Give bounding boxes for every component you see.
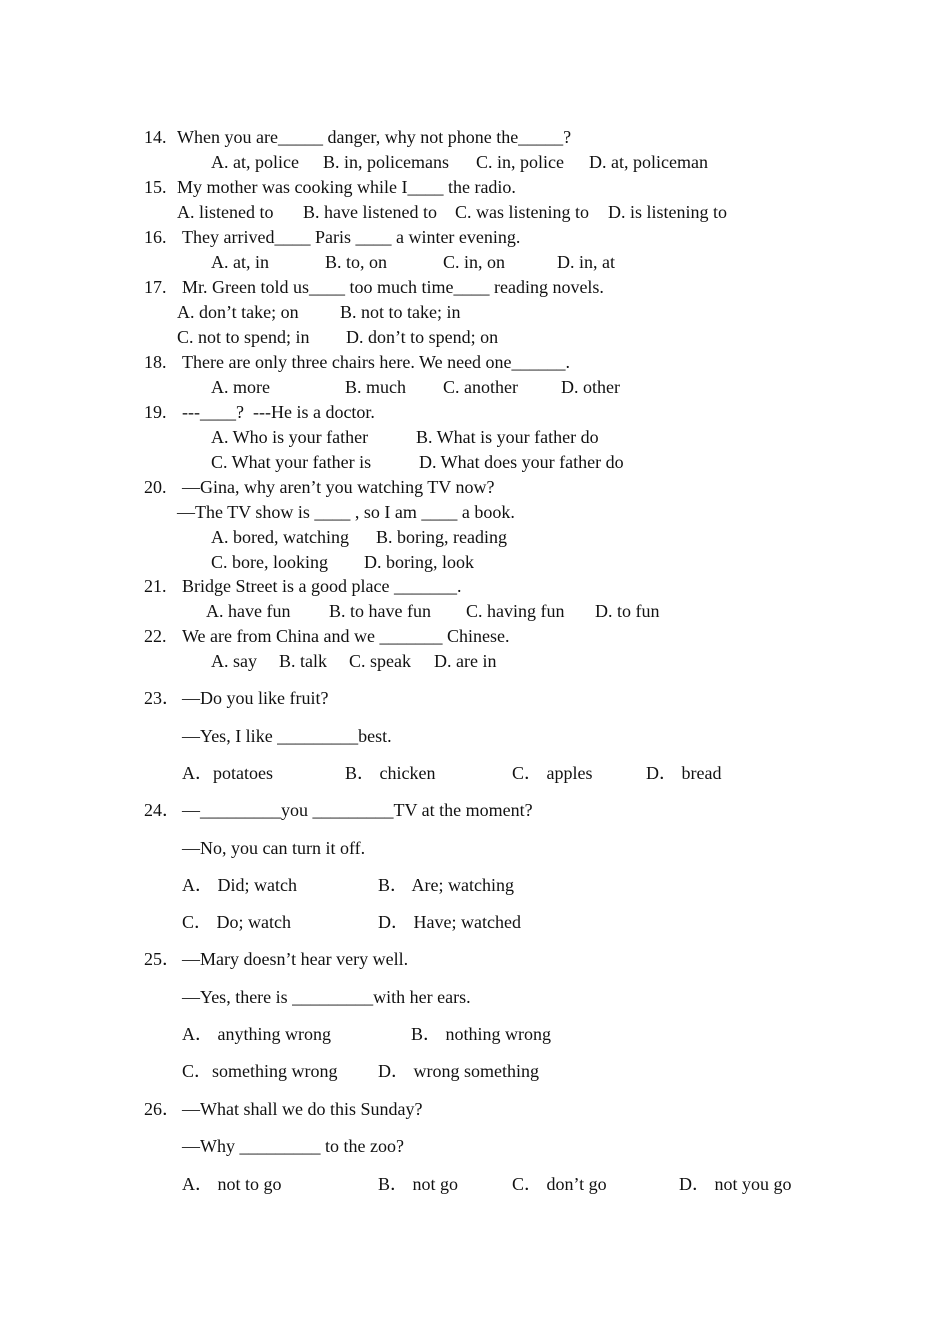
question-stem: They arrived____ Paris ____ a winter evening. <box>182 227 521 247</box>
option: C. in, police <box>476 152 564 172</box>
question-number: 23． <box>144 688 180 708</box>
question-number: 15. <box>144 177 167 197</box>
question-stem: My mother was cooking while I____ the radio. <box>177 177 516 197</box>
option: B． chicken <box>345 763 436 783</box>
option: C. bore, looking <box>211 552 328 572</box>
question-number: 16. <box>144 227 167 247</box>
option: C．something wrong <box>182 1061 338 1081</box>
question-number: 19. <box>144 402 167 422</box>
option: A. have fun <box>206 601 291 621</box>
option: D. is listening to <box>608 202 728 222</box>
option: B. What is your father do <box>416 427 599 447</box>
option: A．potatoes <box>182 763 273 783</box>
question-number: 25． <box>144 949 180 969</box>
option: A． not to go <box>182 1174 282 1194</box>
option: B. have listened to <box>303 202 437 222</box>
question-stem-line2: —No, you can turn it off. <box>182 838 366 858</box>
option: C. in, on <box>443 252 506 272</box>
option: D. don’t to spend; on <box>346 327 499 347</box>
option: B． not go <box>378 1174 459 1194</box>
question-stem: Mr. Green told us____ too much time____ reading novels. <box>182 277 604 297</box>
option: A. Who is your father <box>211 427 369 447</box>
option: D. in, at <box>557 252 615 272</box>
option: D. at, policeman <box>589 152 708 172</box>
option: D． not you go <box>679 1174 792 1194</box>
option: B. to have fun <box>329 601 431 621</box>
option: B. much <box>345 377 406 397</box>
option: C. having fun <box>466 601 565 621</box>
option: A. more <box>211 377 270 397</box>
question-stem-line2: —The TV show is ____ , so I am ____ a book. <box>177 502 515 522</box>
option: C． Do; watch <box>182 912 291 932</box>
question-stem: ---____? ---He is a doctor. <box>182 402 375 422</box>
question-stem-line2: —Why _________ to the zoo? <box>182 1136 404 1156</box>
option: D. other <box>561 377 620 397</box>
option: D. to fun <box>595 601 660 621</box>
question-stem: —What shall we do this Sunday? <box>182 1099 423 1119</box>
option: D. are in <box>434 651 497 671</box>
question-number: 21. <box>144 576 167 596</box>
question-stem-line2: —Yes, I like _________best. <box>182 726 392 746</box>
option: C． don’t go <box>512 1174 607 1194</box>
option: B. boring, reading <box>376 527 507 547</box>
question-number: 22. <box>144 626 167 646</box>
question-number: 18. <box>144 352 167 372</box>
option: A. don’t take; on <box>177 302 299 322</box>
question-number: 24． <box>144 800 180 820</box>
option: B. talk <box>279 651 327 671</box>
question-stem: —_________you _________TV at the moment? <box>182 800 533 820</box>
question-stem: There are only three chairs here. We need one______. <box>182 352 571 372</box>
option: C. speak <box>349 651 411 671</box>
option: D． Have; watched <box>378 912 521 932</box>
option: B． Are; watching <box>378 875 514 895</box>
option: D． wrong something <box>378 1061 539 1081</box>
option: C． apples <box>512 763 593 783</box>
option: D. What does your father do <box>419 452 624 472</box>
question-number: 14. <box>144 127 167 147</box>
option: A． anything wrong <box>182 1024 331 1044</box>
option: A. say <box>211 651 257 671</box>
question-number: 20. <box>144 477 167 497</box>
option: C. another <box>443 377 518 397</box>
question-stem-line2: —Yes, there is _________with her ears. <box>182 987 471 1007</box>
option: C. not to spend; in <box>177 327 310 347</box>
option: A. at, in <box>211 252 269 272</box>
option: C. What your father is <box>211 452 372 472</box>
option: A． Did; watch <box>182 875 297 895</box>
option: A. bored, watching <box>211 527 349 547</box>
option: C. was listening to <box>455 202 589 222</box>
option: B. to, on <box>325 252 388 272</box>
question-stem: —Mary doesn’t hear very well. <box>182 949 409 969</box>
question-number: 26． <box>144 1099 180 1119</box>
option: B． nothing wrong <box>411 1024 552 1044</box>
question-stem: —Do you like fruit? <box>182 688 329 708</box>
option: A. listened to <box>177 202 274 222</box>
option: D． bread <box>646 763 722 783</box>
question-stem: When you are_____ danger, why not phone the_____? <box>177 127 572 147</box>
option: A. at, police <box>211 152 299 172</box>
question-stem: Bridge Street is a good place _______. <box>182 576 462 596</box>
option: B. in, policemans <box>323 152 449 172</box>
option: B. not to take; in <box>340 302 461 322</box>
question-stem: We are from China and we _______ Chinese. <box>182 626 510 646</box>
option: D. boring, look <box>364 552 474 572</box>
question-number: 17. <box>144 277 167 297</box>
question-stem: —Gina, why aren’t you watching TV now? <box>182 477 495 497</box>
